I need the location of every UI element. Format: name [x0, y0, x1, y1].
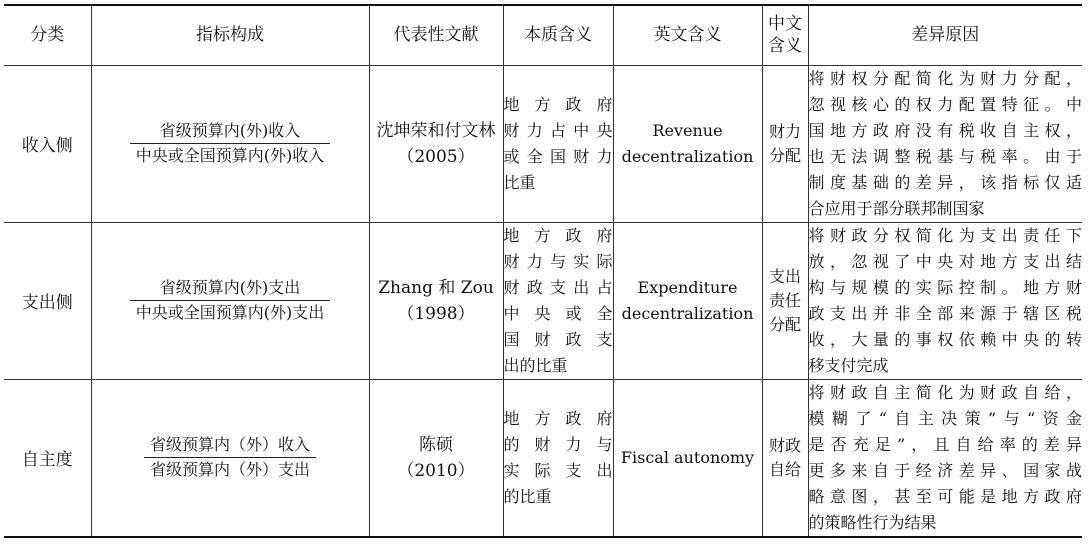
- fraction-numerator: 省级预算内（外）收入: [144, 434, 316, 458]
- english-line: Expenditure: [637, 277, 738, 297]
- reason-cell: [808, 222, 1082, 379]
- reason-line: 国地方政府没有税收自主权，: [808, 120, 1082, 140]
- chinese-line: 自给: [768, 459, 801, 479]
- literature-cell: [369, 222, 503, 379]
- chinese-meaning-cell: [762, 222, 808, 379]
- indicator-cell: [91, 222, 369, 379]
- reason-line: 更多来自于经济差异、国家战: [808, 460, 1082, 480]
- literature-author: 陈硕: [419, 434, 453, 455]
- fiscal-decentralization-table: [4, 4, 1082, 538]
- essence-line: 财政支出占: [503, 277, 613, 297]
- fraction-denominator: 中央或全国预算内(外)收入: [135, 146, 325, 165]
- reason-line: 略意图，甚至可能是地方政府: [808, 486, 1082, 506]
- essence-line: 实际支出: [503, 460, 613, 480]
- reason-line: 收，大量的事权依赖中央的转: [808, 329, 1082, 349]
- chinese-line: 分配: [768, 314, 801, 334]
- essence-line: 出的比重: [503, 355, 568, 375]
- essence-line: 财力与实际: [503, 251, 613, 271]
- chinese-meaning-cell: [762, 379, 808, 537]
- category-cell: 收入侧: [4, 65, 91, 222]
- header-row: [4, 5, 1082, 65]
- english-cell: [613, 65, 762, 222]
- chinese-line: 财力: [768, 121, 801, 141]
- essence-cell: [503, 379, 613, 537]
- literature-year: （2010）: [397, 460, 475, 481]
- chinese-line: 财政: [768, 435, 801, 455]
- indicator-cell: [91, 379, 369, 537]
- table-row: [4, 379, 1082, 537]
- category-cell: 自主度: [4, 379, 91, 537]
- reason-line: 模糊了“自主决策”与“资金: [808, 408, 1082, 428]
- english-line: decentralization: [621, 146, 754, 166]
- english-line: Fiscal autonomy: [620, 447, 755, 467]
- essence-line: 的比重: [503, 486, 552, 506]
- essence-line: 中央或全: [503, 303, 613, 323]
- essence-line: 国财政支: [503, 329, 613, 349]
- reason-line: 也无法调整税基与税率。由于: [808, 146, 1082, 166]
- reason-line: 放，忽视了中央对地方支出结: [808, 251, 1082, 271]
- reason-line: 合应用于部分联邦制国家: [808, 198, 985, 218]
- chinese-meaning-cell: [762, 65, 808, 222]
- indicator-fraction: [144, 434, 316, 481]
- chinese-line: 支出: [768, 266, 801, 286]
- reason-cell: [808, 65, 1082, 222]
- header-reason: 差异原因: [808, 5, 1082, 65]
- literature-cell: [369, 65, 503, 222]
- reason-line: 忽视核心的权力配置特征。中: [808, 94, 1082, 114]
- essence-line: 地方政府: [503, 408, 613, 428]
- essence-line: 地方政府: [503, 225, 613, 245]
- table-row: [4, 222, 1082, 379]
- literature-year: （2005）: [397, 146, 475, 167]
- header-essence: 本质含义: [503, 5, 613, 65]
- essence-line: 地方政府: [503, 94, 613, 114]
- indicator-fraction: [130, 277, 331, 324]
- category-cell: 支出侧: [4, 222, 91, 379]
- reason-line: 构与规模的实际控制。地方财: [808, 277, 1082, 297]
- essence-line: 或全国财力: [503, 146, 613, 166]
- indicator-cell: [91, 65, 369, 222]
- reason-line: 制度基础的差异，该指标仅适: [808, 172, 1082, 192]
- header-category: 分类: [4, 5, 91, 65]
- literature-cell: [369, 379, 503, 537]
- header-chinese-line: 含义: [768, 36, 802, 57]
- essence-line: 比重: [503, 172, 536, 192]
- fraction-numerator: 省级预算内(外)支出: [130, 277, 331, 301]
- essence-cell: [503, 65, 613, 222]
- header-literature: 代表性文献: [369, 5, 503, 65]
- header-indicator: 指标构成: [91, 5, 369, 65]
- chinese-line: 分配: [768, 145, 801, 165]
- reason-line: 将财政分权简化为支出责任下: [808, 225, 1082, 245]
- header-chinese: [762, 5, 808, 65]
- fraction-denominator: 省级预算内（外）支出: [149, 460, 310, 479]
- reason-line: 将财权分配简化为财力分配，: [808, 68, 1082, 88]
- fraction-denominator: 中央或全国预算内(外)支出: [135, 303, 325, 322]
- reason-line: 政支出并非全部来源于辖区税: [808, 303, 1082, 323]
- header-english: 英文含义: [613, 5, 762, 65]
- literature-year: （1998）: [397, 303, 475, 324]
- table-row: [4, 65, 1082, 222]
- essence-cell: [503, 222, 613, 379]
- literature-author: 沈坤荣和付文林: [376, 120, 496, 141]
- reason-cell: [808, 379, 1082, 537]
- reason-line: 是否充足”，且自给率的差异: [808, 434, 1082, 454]
- reason-line: 移支付完成: [808, 355, 889, 375]
- reason-line: 的策略性行为结果: [808, 512, 937, 532]
- reason-line: 将财政自主简化为财政自给，: [808, 382, 1082, 402]
- essence-line: 财力占中央: [503, 120, 613, 140]
- header-chinese-line: 中文: [768, 14, 802, 35]
- essence-line: 的财力与: [503, 434, 613, 454]
- literature-author: Zhang 和 Zou: [378, 277, 494, 298]
- english-cell: [613, 222, 762, 379]
- indicator-fraction: [130, 120, 331, 167]
- english-line: decentralization: [621, 303, 754, 323]
- english-line: Revenue: [652, 120, 723, 140]
- chinese-line: 责任: [768, 290, 801, 310]
- english-cell: [613, 379, 762, 537]
- fraction-numerator: 省级预算内(外)收入: [130, 120, 331, 144]
